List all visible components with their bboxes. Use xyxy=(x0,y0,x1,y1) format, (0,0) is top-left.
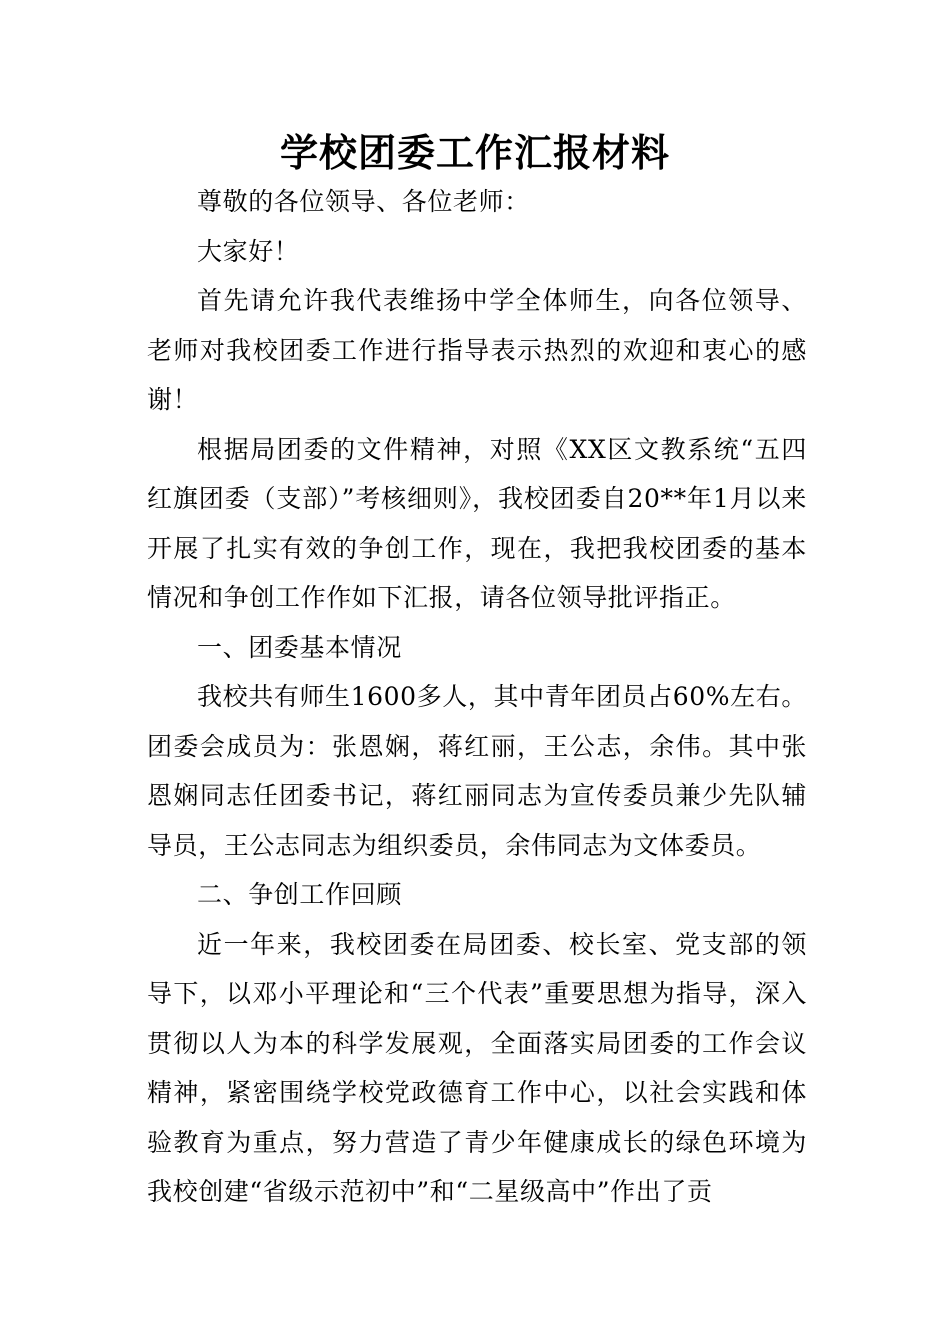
paragraph-welcome: 首先请允许我代表维扬中学全体师生，向各位领导、老师对我校团委工作进行指导表示热烈的欢迎和衷心的感谢！ xyxy=(147,286,807,414)
section-heading-review: 二、争创工作回顾 xyxy=(197,880,402,909)
paragraph-intro: 根据局团委的文件精神，对照《XX区文教系统“五四红旗团委（支部）”考核细则》，我校团委自20**年1月以来开展了扎实有效的争创工作，现在，我把我校团委的基本情况和争创工作作如下汇报，请各位领导批评指正。 xyxy=(147,434,807,612)
greeting: 大家好！ xyxy=(197,236,300,266)
document-body xyxy=(147,177,807,1217)
paragraph-review: 近一年来，我校团委在局团委、校长室、党支部的领导下，以邓小平理论和“三个代表”重要思想为指导，深入贯彻以人为本的科学发展观，全面落实局团委的工作会议精神，紧密围绕学校党政德育工作中心，以社会实践和体验教育为重点，努力营造了青少年健康成长的绿色环境为我校创建“省级示范初中”和“二星级高中”作出了贡 xyxy=(147,929,807,1206)
section-heading-basic-info: 一、团委基本情况 xyxy=(197,632,402,662)
salutation: 尊敬的各位领导、各位老师： xyxy=(197,187,530,216)
paragraph-basic-info: 我校共有师生1600多人，其中青年团员占60%左右。团委会成员为：张恩娴，蒋红丽，王公志，余伟。其中张恩娴同志任团委书记，蒋红丽同志为宣传委员兼少先队辅导员，王公志同志为组织委员，余伟同志为文体委员。 xyxy=(147,682,807,860)
document-title: 学校团委工作汇报材料 xyxy=(279,130,670,175)
